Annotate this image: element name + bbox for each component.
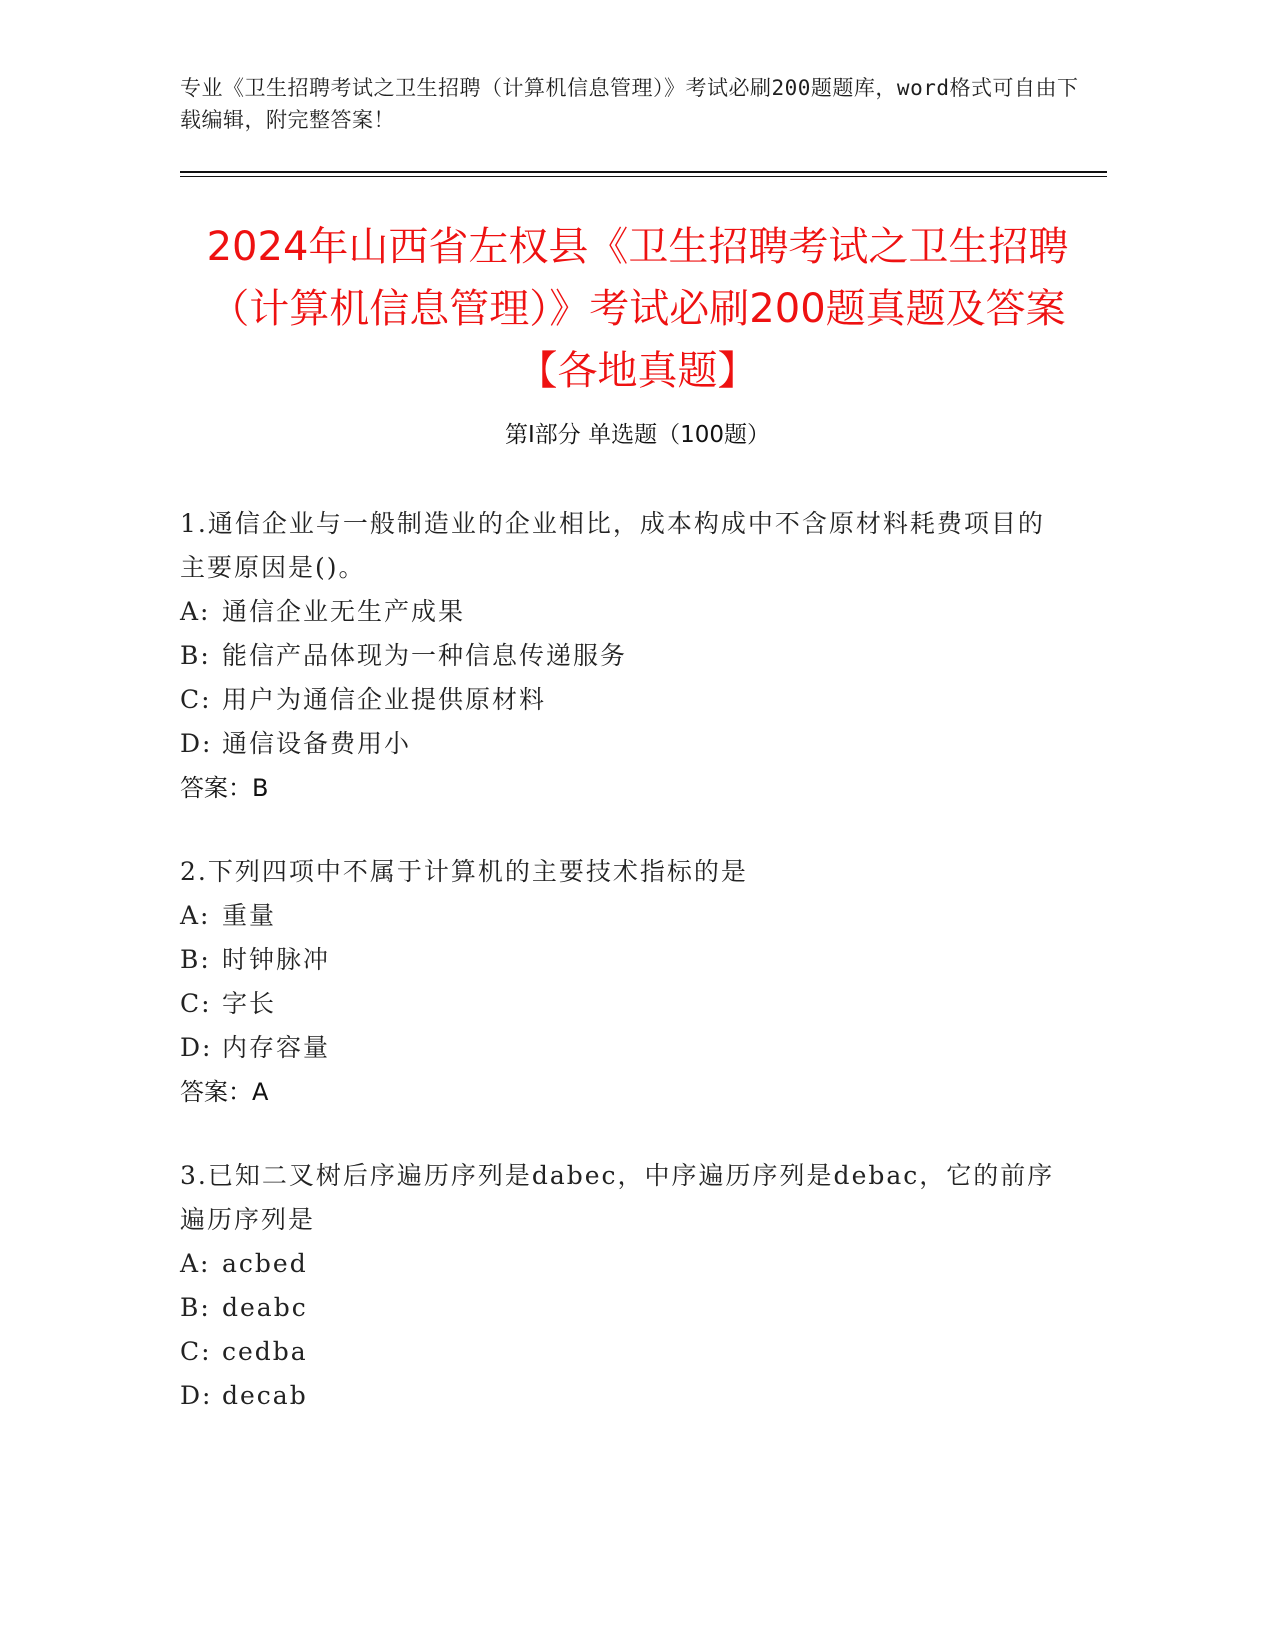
option-text: 字长 [222,989,277,1018]
question-stem: 1.通信企业与一般制造业的企业相比，成本构成中不含原材料耗费项目的主要原因是()。 [180,509,1045,582]
option-text: 通信企业无生产成果 [222,597,466,626]
section-heading: 第Ⅰ部分 单选题（100题） [505,422,770,448]
option-text: acbed [222,1249,308,1278]
header-rule-thick [180,171,1107,173]
option-text: 内存容量 [222,1033,331,1062]
option-a [180,894,1060,938]
question-1 [180,502,1060,810]
option-letter: A: [180,1249,211,1278]
option-text: 通信设备费用小 [222,729,412,758]
option-text: 用户为通信企业提供原材料 [222,685,547,714]
option-text: 能信产品体现为一种信息传递服务 [222,641,628,670]
header-rule-thin [180,176,1107,177]
answer-line: 答案：A [180,1078,269,1106]
option-letter: C: [180,685,212,714]
question-2 [180,850,1060,1114]
option-c [180,678,1060,722]
option-letter: C: [180,1337,212,1366]
option-b [180,938,1060,982]
option-letter: B: [180,641,211,670]
option-letter: B: [180,1293,211,1322]
option-letter: B: [180,945,211,974]
option-c [180,982,1060,1026]
option-d [180,722,1060,766]
option-letter: D: [180,1033,213,1062]
question-stem: 2.下列四项中不属于计算机的主要技术指标的是 [180,857,748,886]
question-list [180,502,1060,1458]
document-title: 2024年山西省左权县《卫生招聘考试之卫生招聘（计算机信息管理）》考试必刷200题真题及答案【各地真题】 [206,224,1069,394]
option-b [180,1286,1060,1330]
option-letter: D: [180,1381,213,1410]
option-a [180,1242,1060,1286]
option-d [180,1026,1060,1070]
header-note: 专业《卫生招聘考试之卫生招聘（计算机信息管理）》考试必刷200题题库，word格式可自由下载编辑，附完整答案！ [180,76,1079,132]
option-d [180,1374,1060,1418]
option-text: decab [222,1381,308,1410]
option-a [180,590,1060,634]
question-stem: 3.已知二叉树后序遍历序列是dabec，中序遍历序列是debac，它的前序遍历序列是 [180,1161,1055,1234]
option-text: deabc [222,1293,308,1322]
option-c [180,1330,1060,1374]
option-letter: C: [180,989,212,1018]
question-3 [180,1154,1060,1418]
option-letter: D: [180,729,213,758]
option-text: cedba [222,1337,308,1366]
option-text: 重量 [222,901,277,930]
answer-line: 答案：B [180,774,269,802]
option-letter: A: [180,901,211,930]
option-letter: A: [180,597,211,626]
option-b [180,634,1060,678]
option-text: 时钟脉冲 [222,945,331,974]
